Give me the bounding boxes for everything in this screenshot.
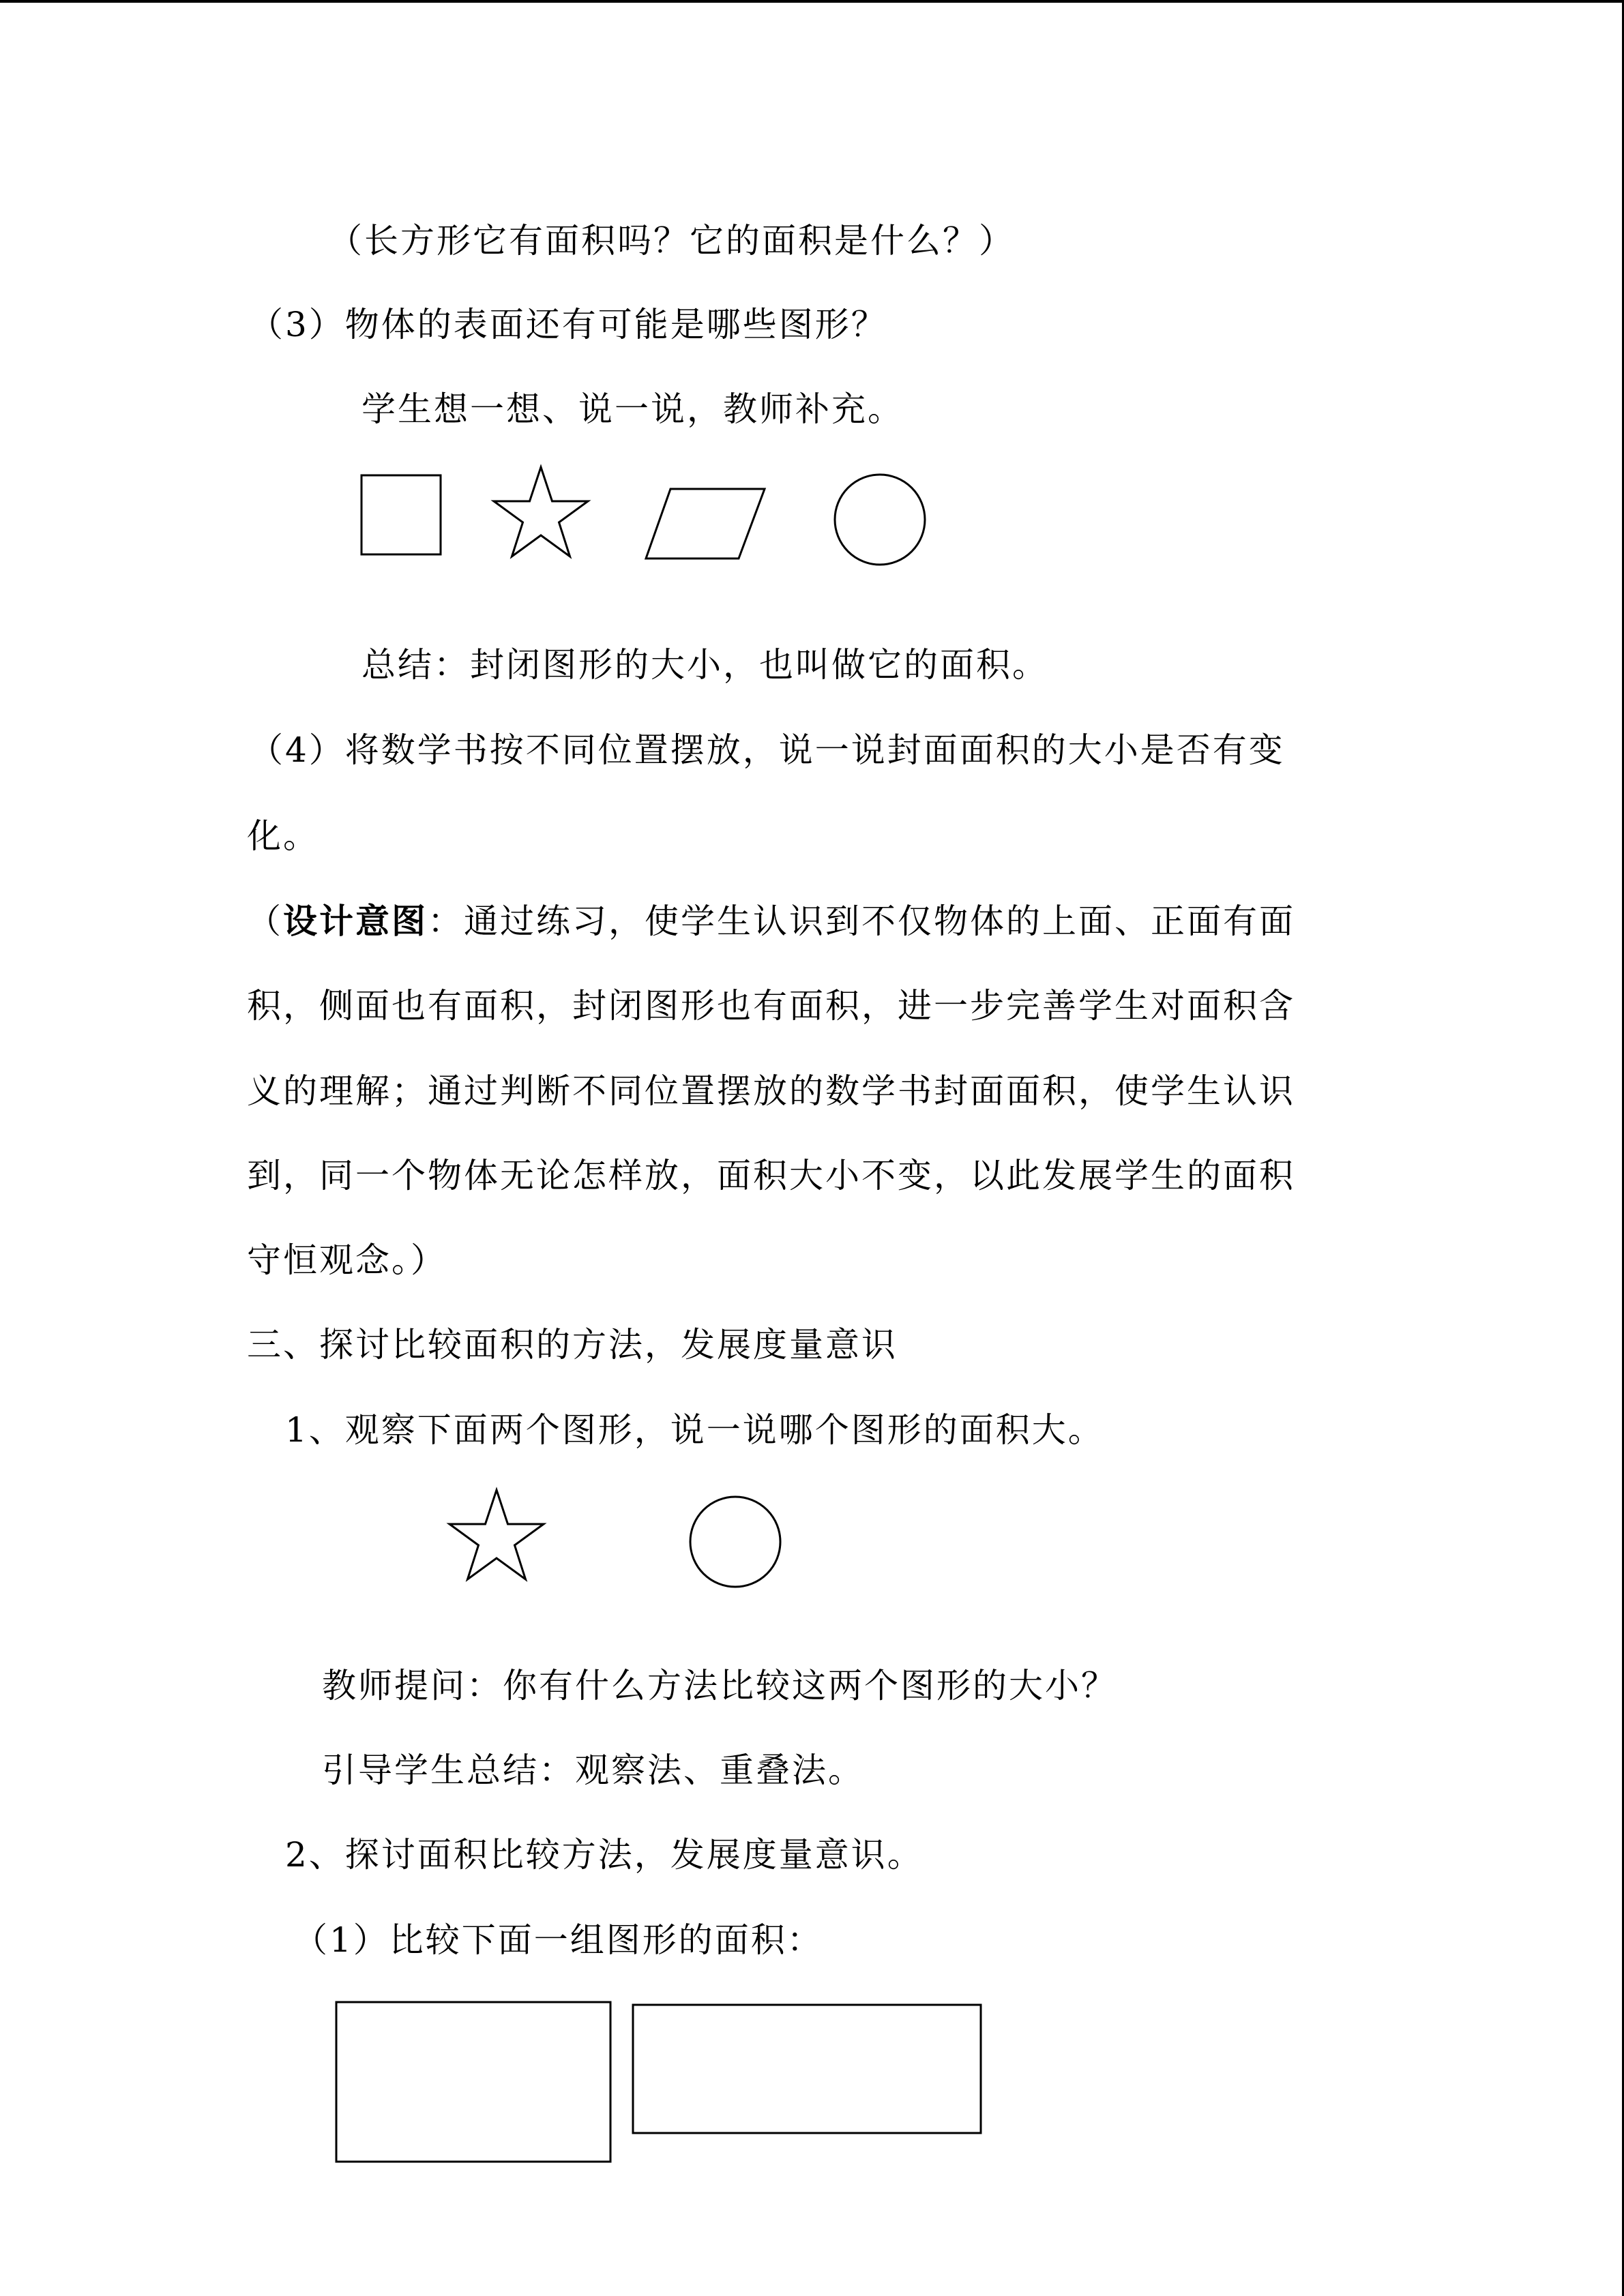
text-line-design-intent: （设计意图：通过练习，使学生认识到不仅物体的上面、正面有面: [247, 901, 1295, 941]
text-line-guide-summary: 引导学生总结：观察法、重叠法。: [322, 1750, 864, 1790]
text-line-design-intent-3: 义的理解；通过判断不同位置摆放的数学书封面面积，使学生认识: [247, 1071, 1295, 1111]
text-line-question-4-cont: 化。: [247, 816, 319, 856]
text-line-design-intent-2: 积，侧面也有面积，封闭图形也有面积，进一步完善学生对面积含: [247, 986, 1295, 1026]
rectangle-shape-right: [632, 2003, 982, 2134]
text-line-question-3: （3）物体的表面还有可能是哪些图形？: [249, 305, 887, 344]
design-intent-label: 设计意图: [283, 901, 428, 941]
section-heading-3: 三、探讨比较面积的方法，发展度量意识: [247, 1325, 898, 1365]
text-line-rectangle-question: （长方形它有面积吗？它的面积是什么？）: [328, 221, 1015, 260]
star-shape: [491, 466, 591, 558]
text-line-teacher-question: 教师提问：你有什么方法比较这两个图形的大小？: [322, 1666, 1117, 1705]
square-shape: [360, 474, 442, 556]
page-top-border: [0, 0, 1624, 3]
text-line-observe-shapes: 1、观察下面两个图形，说一说哪个图形的面积大。: [285, 1410, 1104, 1450]
text-line-design-intent-5: 守恒观念。）: [247, 1240, 447, 1280]
text-line-design-intent-4: 到，同一个物体无论怎样放，面积大小不变，以此发展学生的面积: [247, 1156, 1295, 1195]
rectangle-shape-left: [335, 2001, 612, 2163]
star-shape-compare: [447, 1489, 546, 1581]
text-line-compare-group: （1）比较下面一组图形的面积：: [293, 1920, 823, 1960]
circle-shape-compare: [689, 1495, 782, 1588]
parallelogram-shape: [645, 488, 766, 560]
text-line-summary: 总结：封闭图形的大小，也叫做它的面积。: [361, 645, 1048, 685]
text-line-student-think: 学生想一想、说一说，教师补充。: [361, 389, 904, 429]
circle-shape: [833, 473, 926, 566]
text-line-question-4: （4）将数学书按不同位置摆放，说一说封面面积的大小是否有变: [249, 730, 1285, 770]
text-line-explore-methods: 2、探讨面积比较方法，发展度量意识。: [285, 1835, 924, 1875]
